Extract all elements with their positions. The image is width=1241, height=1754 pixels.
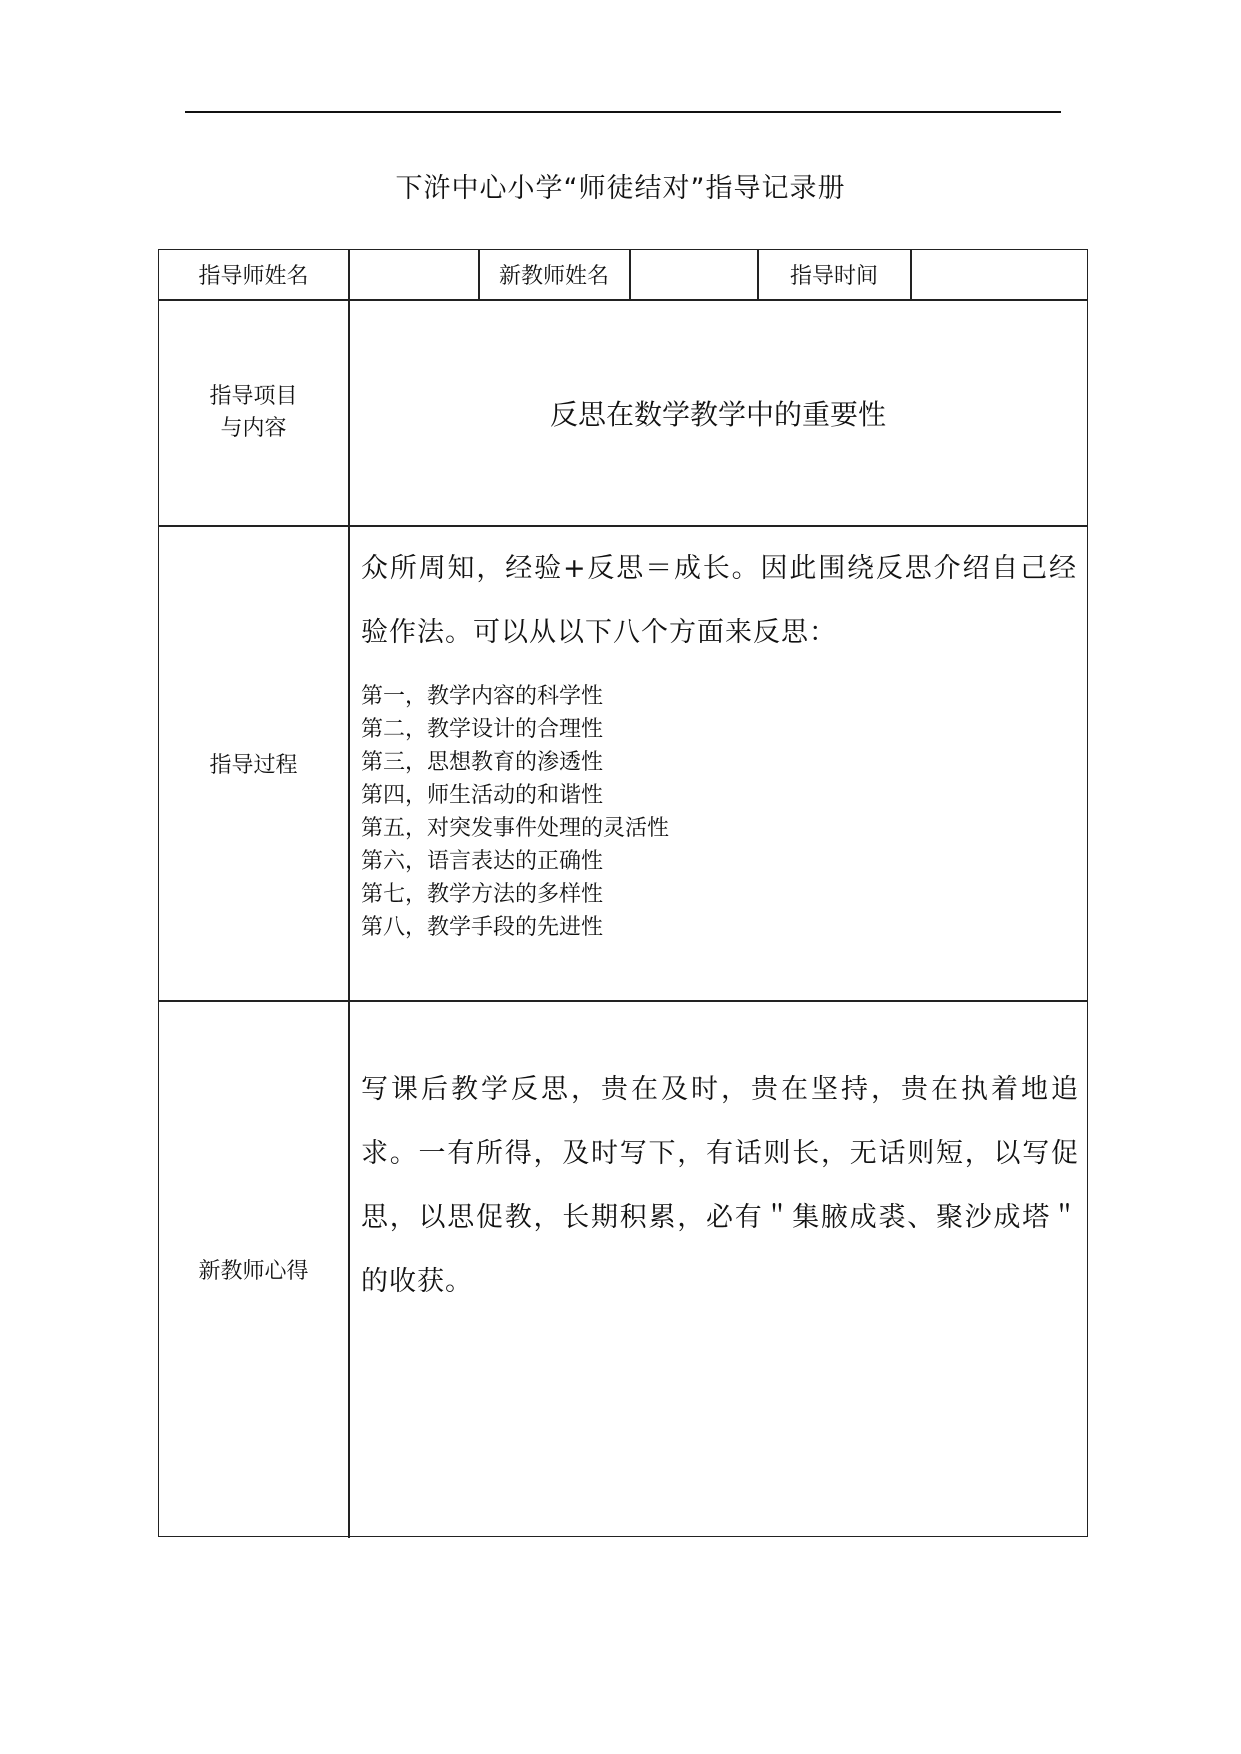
mentor-name-value[interactable] (349, 250, 478, 299)
guidance-time-label: 指导时间 (789, 264, 878, 289)
list-item: 第五，对突发事件处理的灵活性 (361, 816, 670, 841)
process-intro: 众所周知，经验+反思＝成长。因此围绕反思介绍自己经验作法。可以从以下八个方面来反思： (361, 553, 1077, 648)
mentor-name-label: 指导师姓名 (198, 264, 309, 289)
process-label: 指导过程 (209, 752, 298, 778)
reflection-label: 新教师心得 (198, 1258, 309, 1284)
new-teacher-name-value[interactable] (630, 250, 757, 299)
list-item: 第三，思想教育的渗透性 (361, 750, 604, 775)
list-item: 第四，师生活动的和谐性 (361, 783, 604, 808)
new-teacher-name-label: 新教师姓名 (498, 264, 609, 289)
header-rule (185, 111, 1061, 113)
list-item: 第七，教学方法的多样性 (361, 882, 604, 907)
list-item: 第六，语言表达的正确性 (361, 849, 604, 874)
record-table (158, 249, 1088, 1537)
process-list (361, 680, 1061, 944)
list-item: 第二，教学设计的合理性 (361, 717, 604, 742)
topic-label (159, 300, 348, 525)
topic-label-line2: 与内容 (220, 415, 287, 441)
topic-label-line1: 指导项目 (209, 383, 298, 409)
document-title: 下浒中心小学“师徒结对”指导记录册 (395, 173, 846, 204)
topic-content: 反思在数学教学中的重要性 (549, 397, 886, 431)
guidance-time-value[interactable] (911, 250, 1087, 299)
reflection-content: 写课后教学反思，贵在及时，贵在坚持，贵在执着地追求。一有所得，及时写下，有话则长，无话则短，以写促思，以思促教，长期积累，必有＂集腋成裘、聚沙成塔＂的收获。 (361, 1074, 1079, 1297)
list-item: 第八，教学手段的先进性 (361, 915, 604, 940)
list-item: 第一，教学内容的科学性 (361, 684, 604, 709)
